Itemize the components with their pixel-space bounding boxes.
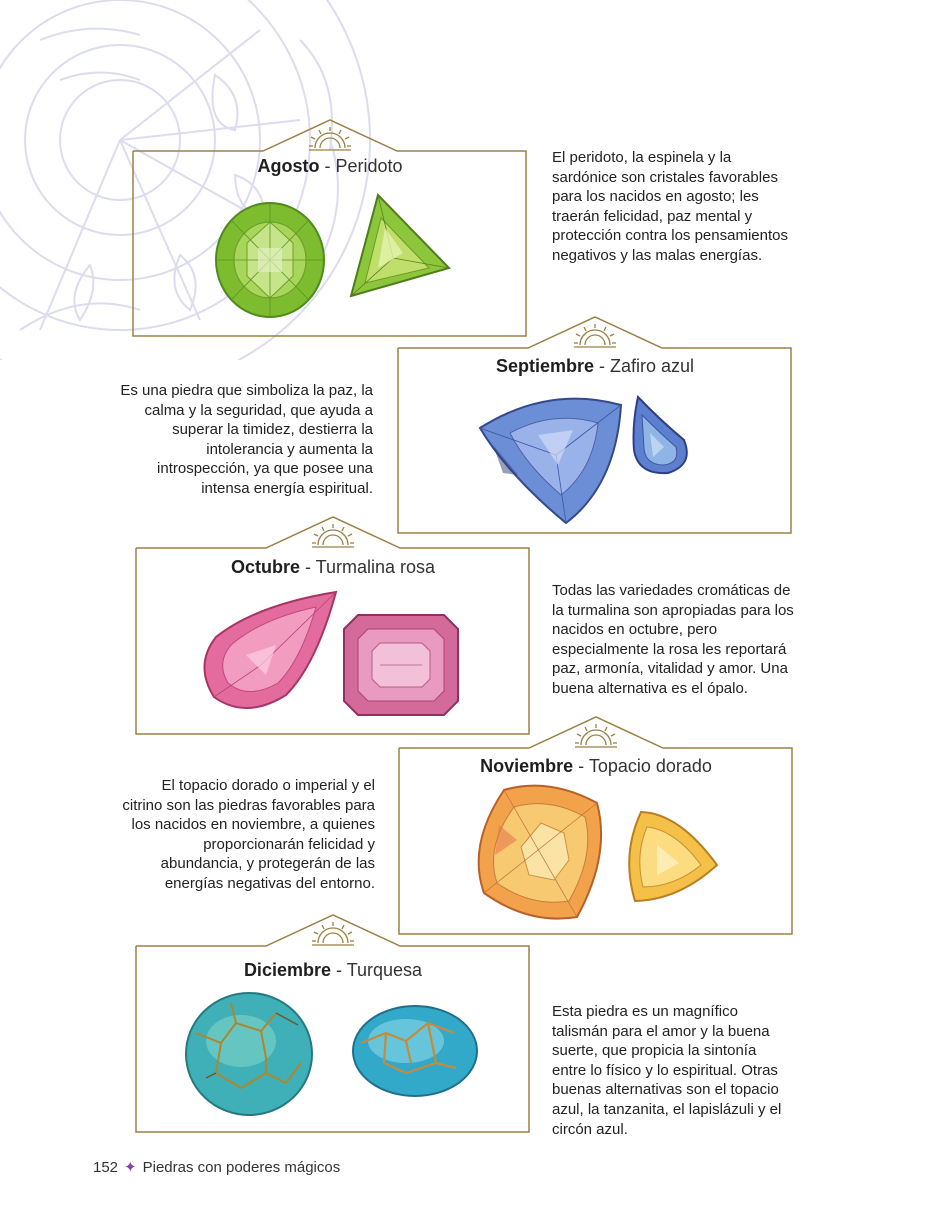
stone-name: Zafiro azul xyxy=(610,356,695,376)
description-october: Todas las variedades cromáticas de la turmalina son apropiadas para los nacidos en octubre, pero especialmente la rosa les reportará paz, armonía, vitalidad y amor. Una buena alternativa es el ópalo. xyxy=(552,582,794,697)
topaz-trillion-gem xyxy=(629,812,717,901)
month-name: Agosto xyxy=(257,156,320,176)
turquoise-round-gem xyxy=(186,993,312,1115)
peridot-trillion-gem xyxy=(351,195,449,296)
title-separator: - xyxy=(599,356,605,376)
description-november: El topacio dorado o imperial y el citrino son las piedras favorables para los nacidos en noviembre, a quienes proporcionarán felicidad y abundancia, y protegerán de las energías negativas del entorno. xyxy=(122,777,375,892)
month-name: Noviembre xyxy=(480,756,574,776)
topaz-gems-illustration xyxy=(399,715,793,936)
month-name: Octubre xyxy=(230,557,300,577)
sparkle-icon: ✦ xyxy=(124,1159,137,1176)
description-december: Esta piedra es un magnífico talismán para el amor y la buena suerte, que propicia la sintonía entre lo físico y lo espiritual. Otras buenas alternativas son el topacio azul, la tanzanita, el lapislázuli y el circón azul. xyxy=(552,1003,782,1138)
stone-name: Turmalina rosa xyxy=(315,557,436,577)
topaz-cushion-gem xyxy=(479,786,601,919)
book-title: Piedras con poderes mágicos xyxy=(142,1159,341,1176)
sapphire-pear-gem xyxy=(634,397,687,473)
month-card-august xyxy=(133,118,527,338)
month-card-september xyxy=(398,315,792,535)
tourmaline-pear-gem xyxy=(204,592,336,708)
title-separator: - xyxy=(336,960,342,980)
description-august: El peridoto, la espinela y la sardónice son cristales favorables para los nacidos en agosto; les traerán felicidad, paz mental y protección contra los pensamientos negativos y las malas energías. xyxy=(552,149,788,264)
month-card-october xyxy=(136,515,530,736)
month-name: Diciembre xyxy=(243,960,331,980)
title-separator: - xyxy=(578,756,585,776)
page-footer xyxy=(93,1158,340,1176)
month-card-november xyxy=(399,715,793,936)
title-separator: - xyxy=(324,156,331,176)
stone-name: Peridoto xyxy=(335,156,403,176)
sapphire-trillion-gem xyxy=(480,399,621,523)
sapphire-gems-illustration xyxy=(398,315,792,535)
title-separator: - xyxy=(304,557,311,577)
tourmaline-emerald-cut-gem xyxy=(344,615,458,715)
stone-name: Topacio dorado xyxy=(588,756,712,776)
month-name: Septiembre xyxy=(495,356,594,376)
stone-name: Turquesa xyxy=(346,960,423,980)
month-card-december xyxy=(136,913,530,1134)
peridot-oval-gem xyxy=(216,203,324,318)
description-september: Es una piedra que simboliza la paz, la calma y la seguridad, que ayuda a superar la timidez, destierra la intolerancia y aumenta la introspección, ya que posee una intensa energía espiritual. xyxy=(120,382,373,497)
peridot-gems-illustration xyxy=(133,118,527,338)
page-number: 152 xyxy=(93,1159,119,1176)
turquoise-gems-illustration xyxy=(136,913,530,1134)
turquoise-oval-gem xyxy=(353,1006,477,1096)
tourmaline-gems-illustration xyxy=(136,515,530,736)
